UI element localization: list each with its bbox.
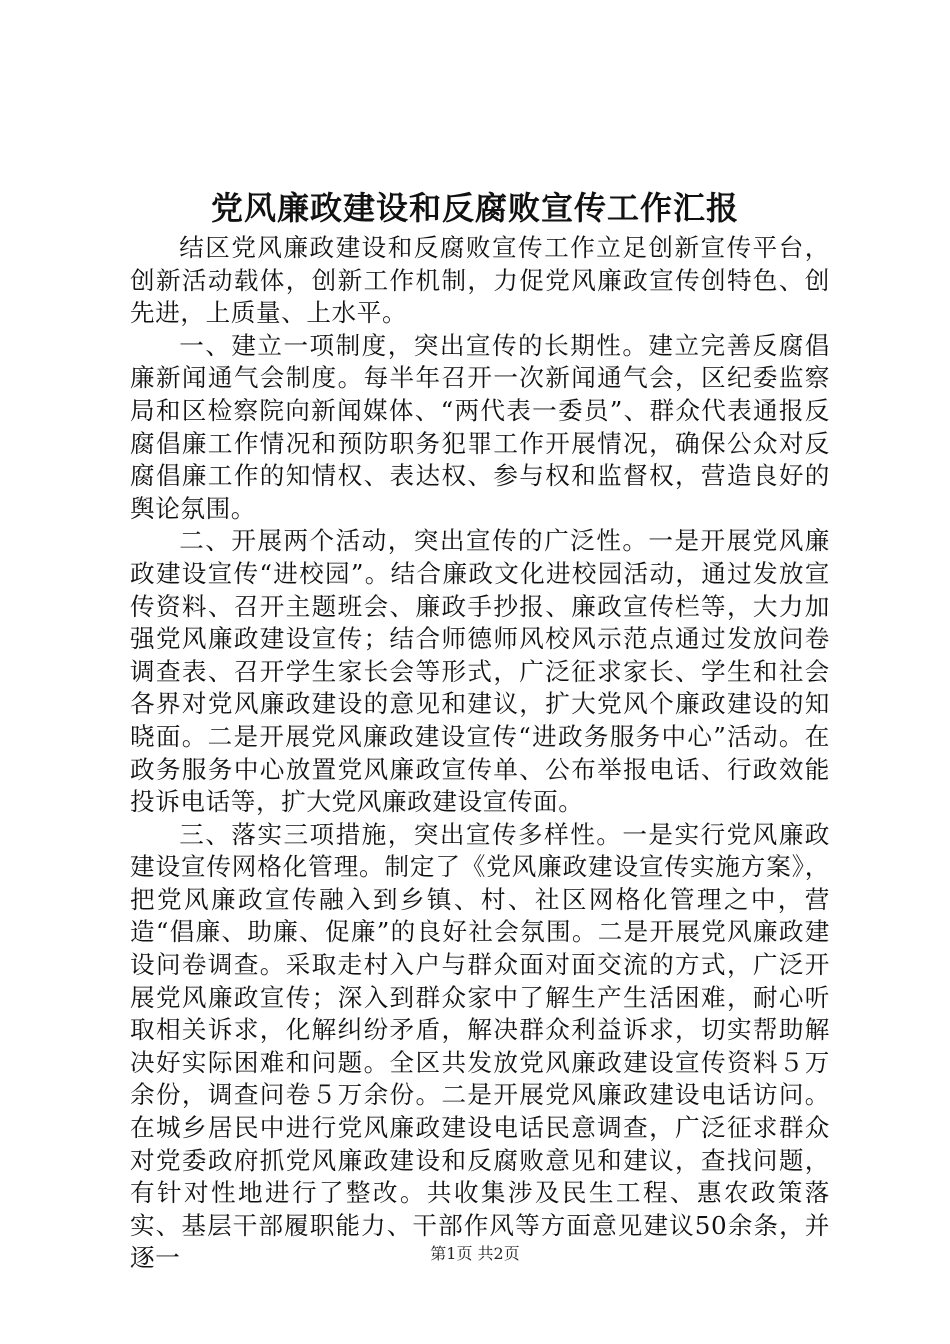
document-body	[130, 232, 830, 1275]
paragraph-section-three: 三、落实三项措施，突出宣传多样性。一是实行党风廉政建设宣传网格化管理。制定了《党风廉政建设宣传实施方案》，把党风廉政宣传融入到乡镇、村、社区网格化管理之中，营造“倡廉、助廉、促廉”的良好社会氛围。二是开展党风廉政建设问卷调查。采取走村入户与群众面对面交流的方式，广泛开展党风廉政宣传；深入到群众家中了解生产生活困难，耐心听取相关诉求，化解纠纷矛盾，解决群众利益诉求，切实帮助解决好实际困难和问题。全区共发放党风廉政建设宣传资料５万余份，调查问卷５万余份。二是开展党风廉政建设电话访问。在城乡居民中进行党风廉政建设电话民意调查，广泛征求群众对党委政府抓党风廉政建设和反腐败意见和建议，查找问题，有针对性地进行了整改。共收集涉及民生工程、惠农政策落实、基层干部履职能力、干部作风等方面意见建议50余条，并逐一	[130, 819, 830, 1273]
page-number-footer: 第1页 共2页	[430, 1244, 520, 1263]
document-title: 党风廉政建设和反腐败宣传工作汇报	[210, 189, 739, 227]
paragraph-section-two: 二、开展两个活动，突出宣传的广泛性。一是开展党风廉政建设宣传“进校园”。结合廉政文化进校园活动，通过发放宣传资料、召开主题班会、廉政手抄报、廉政宣传栏等，大力加强党风廉政建设宣传；结合师德师风校风示范点通过发放问卷调查表、召开学生家长会等形式，广泛征求家长、学生和社会各界对党风廉政建设的意见和建议，扩大党风个廉政建设的知晓面。二是开展党风廉政建设宣传“进政务服务中心”活动。在政务服务中心放置党风廉政宣传单、公布举报电话、行政效能投诉电话等，扩大党风廉政建设宣传面。	[130, 526, 830, 817]
paragraph-section-one: 一、建立一项制度，突出宣传的长期性。建立完善反腐倡廉新闻通气会制度。每半年召开一次新闻通气会，区纪委监察局和区检察院向新闻媒体、“两代表一委员”、群众代表通报反腐倡廉工作情况和预防职务犯罪工作开展情况，确保公众对反腐倡廉工作的知情权、表达权、参与权和监督权，营造良好的舆论氛围。	[130, 330, 830, 523]
paragraph-intro: 结区党风廉政建设和反腐败宣传工作立足创新宣传平台，创新活动载体，创新工作机制，力促党风廉政宣传创特色、创先进，上质量、上水平。	[130, 233, 830, 328]
